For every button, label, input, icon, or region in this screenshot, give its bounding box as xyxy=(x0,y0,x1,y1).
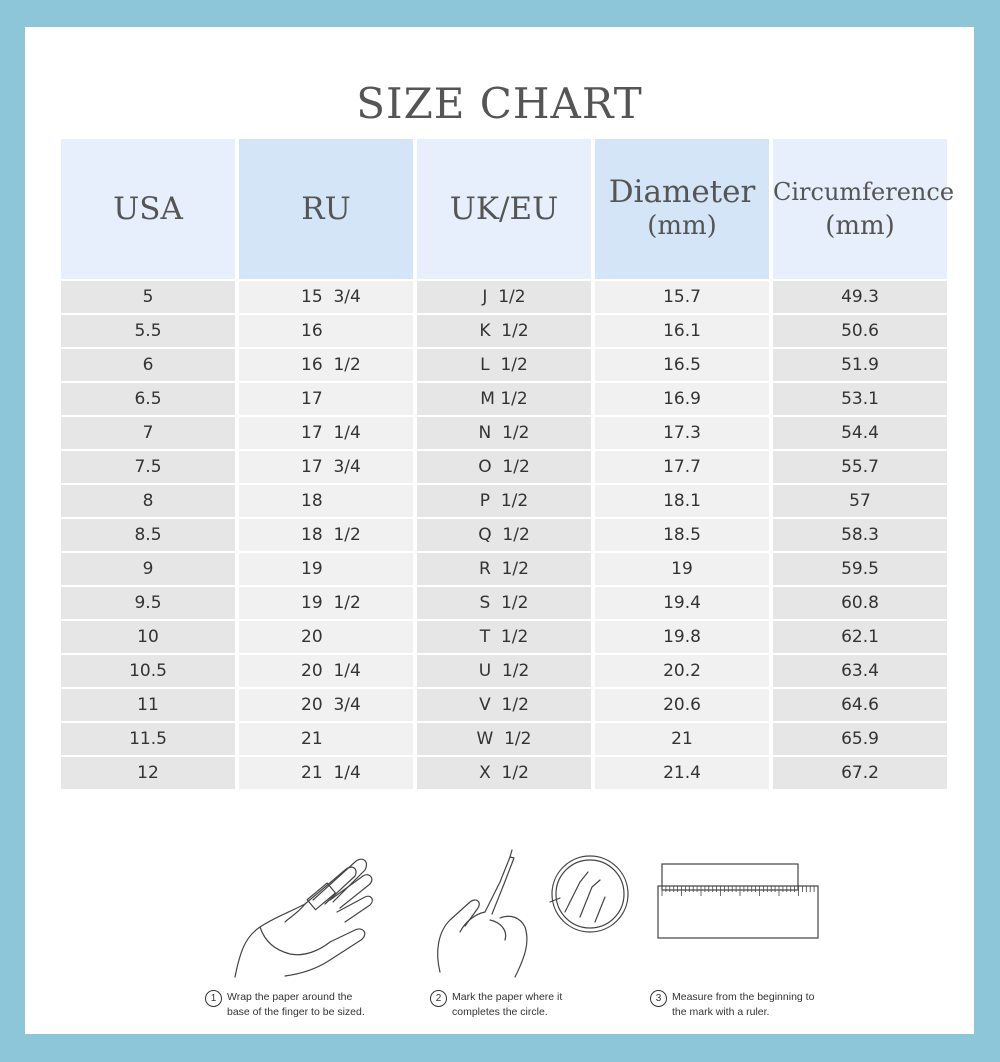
cell-ukeu: X 1/2 xyxy=(417,757,591,791)
size-table xyxy=(57,139,955,791)
cell-ukeu: V 1/2 xyxy=(417,689,591,723)
cell-usa: 12 xyxy=(61,757,235,791)
cell-circumference: 64.6 xyxy=(773,689,947,723)
cell-ukeu: N 1/2 xyxy=(417,417,591,451)
cell-circumference: 55.7 xyxy=(773,451,947,485)
hand-mark-icon xyxy=(430,842,630,982)
cell-ru: 20 3/4 xyxy=(239,689,413,723)
step-1-number: 1 xyxy=(205,990,222,1007)
cell-ru: 20 xyxy=(239,621,413,655)
table-row xyxy=(61,349,947,383)
cell-circumference: 50.6 xyxy=(773,315,947,349)
table-row xyxy=(61,723,947,757)
header-ukeu: UK/EU xyxy=(417,139,591,279)
ruler-icon xyxy=(650,842,850,982)
cell-ru: 15 3/4 xyxy=(239,279,413,315)
table-row xyxy=(61,519,947,553)
cell-diameter: 16.9 xyxy=(595,383,769,417)
header-usa: USA xyxy=(61,139,235,279)
cell-diameter: 19 xyxy=(595,553,769,587)
table-row xyxy=(61,689,947,723)
cell-ru: 16 xyxy=(239,315,413,349)
table-row xyxy=(61,315,947,349)
cell-usa: 8 xyxy=(61,485,235,519)
cell-ukeu: W 1/2 xyxy=(417,723,591,757)
cell-diameter: 21 xyxy=(595,723,769,757)
step-2-number: 2 xyxy=(430,990,447,1007)
step-2-text: 2 Mark the paper where it completes the circle. xyxy=(430,990,630,1020)
cell-usa: 8.5 xyxy=(61,519,235,553)
cell-ukeu: L 1/2 xyxy=(417,349,591,383)
cell-circumference: 58.3 xyxy=(773,519,947,553)
cell-circumference: 67.2 xyxy=(773,757,947,791)
cell-ukeu: T 1/2 xyxy=(417,621,591,655)
step-2 xyxy=(430,842,630,1018)
cell-usa: 9 xyxy=(61,553,235,587)
cell-ru: 21 xyxy=(239,723,413,757)
cell-diameter: 18.5 xyxy=(595,519,769,553)
cell-diameter: 17.7 xyxy=(595,451,769,485)
cell-ru: 20 1/4 xyxy=(239,655,413,689)
cell-usa: 7 xyxy=(61,417,235,451)
step-3-number: 3 xyxy=(650,990,667,1007)
cell-ru: 19 xyxy=(239,553,413,587)
table-row xyxy=(61,655,947,689)
cell-circumference: 49.3 xyxy=(773,279,947,315)
table-row xyxy=(61,621,947,655)
cell-circumference: 54.4 xyxy=(773,417,947,451)
cell-ru: 16 1/2 xyxy=(239,349,413,383)
cell-diameter: 16.5 xyxy=(595,349,769,383)
cell-circumference: 65.9 xyxy=(773,723,947,757)
step-3-text: 3 Measure from the beginning to the mark with a ruler. xyxy=(650,990,850,1020)
cell-diameter: 20.2 xyxy=(595,655,769,689)
header-circumference: Circumference (mm) xyxy=(773,139,947,279)
cell-usa: 11.5 xyxy=(61,723,235,757)
step-1-text: 1 Wrap the paper around the base of the finger to be sized. xyxy=(205,990,405,1020)
table-row xyxy=(61,757,947,791)
cell-ukeu: S 1/2 xyxy=(417,587,591,621)
cell-diameter: 19.4 xyxy=(595,587,769,621)
cell-usa: 9.5 xyxy=(61,587,235,621)
step-3 xyxy=(650,842,850,1018)
cell-diameter: 15.7 xyxy=(595,279,769,315)
cell-ukeu: M 1/2 xyxy=(417,383,591,417)
cell-ukeu: U 1/2 xyxy=(417,655,591,689)
cell-diameter: 18.1 xyxy=(595,485,769,519)
cell-diameter: 19.8 xyxy=(595,621,769,655)
cell-diameter: 20.6 xyxy=(595,689,769,723)
cell-usa: 5 xyxy=(61,279,235,315)
step-1 xyxy=(205,842,405,1018)
cell-diameter: 16.1 xyxy=(595,315,769,349)
cell-ru: 18 xyxy=(239,485,413,519)
table-row xyxy=(61,451,947,485)
cell-diameter: 17.3 xyxy=(595,417,769,451)
cell-ru: 17 1/4 xyxy=(239,417,413,451)
cell-ukeu: Q 1/2 xyxy=(417,519,591,553)
cell-ukeu: J 1/2 xyxy=(417,279,591,315)
cell-ru: 19 1/2 xyxy=(239,587,413,621)
header-row xyxy=(61,139,947,279)
cell-usa: 11 xyxy=(61,689,235,723)
table-row xyxy=(61,587,947,621)
cell-usa: 5.5 xyxy=(61,315,235,349)
cell-circumference: 63.4 xyxy=(773,655,947,689)
cell-circumference: 57 xyxy=(773,485,947,519)
cell-circumference: 51.9 xyxy=(773,349,947,383)
cell-usa: 6 xyxy=(61,349,235,383)
size-chart-sheet xyxy=(25,27,974,1034)
table-row xyxy=(61,485,947,519)
measuring-steps xyxy=(25,842,974,1032)
cell-usa: 7.5 xyxy=(61,451,235,485)
cell-usa: 10.5 xyxy=(61,655,235,689)
cell-ukeu: O 1/2 xyxy=(417,451,591,485)
cell-diameter: 21.4 xyxy=(595,757,769,791)
cell-circumference: 60.8 xyxy=(773,587,947,621)
page-title: SIZE CHART xyxy=(356,79,643,128)
cell-ukeu: R 1/2 xyxy=(417,553,591,587)
cell-usa: 6.5 xyxy=(61,383,235,417)
cell-circumference: 62.1 xyxy=(773,621,947,655)
cell-ru: 18 1/2 xyxy=(239,519,413,553)
cell-ukeu: K 1/2 xyxy=(417,315,591,349)
cell-ru: 21 1/4 xyxy=(239,757,413,791)
table-row xyxy=(61,553,947,587)
table-row xyxy=(61,383,947,417)
table-row xyxy=(61,279,947,315)
cell-ru: 17 3/4 xyxy=(239,451,413,485)
header-diameter: Diameter (mm) xyxy=(595,139,769,279)
cell-circumference: 53.1 xyxy=(773,383,947,417)
cell-circumference: 59.5 xyxy=(773,553,947,587)
cell-ru: 17 xyxy=(239,383,413,417)
table-row xyxy=(61,417,947,451)
cell-usa: 10 xyxy=(61,621,235,655)
hand-wrap-icon xyxy=(205,842,405,982)
cell-ukeu: P 1/2 xyxy=(417,485,591,519)
header-ru: RU xyxy=(239,139,413,279)
